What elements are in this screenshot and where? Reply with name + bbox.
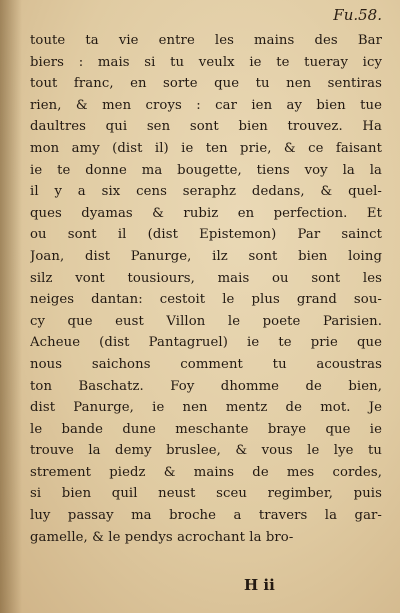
text-line: le bande dune meschante braye que ie [30,421,382,437]
text-line: biers : mais si tu veulx ie te tueray icy [30,54,382,70]
body-text [30,30,382,548]
text-line: luy passay ma broche a travers la gar- [30,508,382,524]
text-line: rien, & men croys : car ien ay bien tue [30,97,382,113]
text-line: ton Baschatz. Foy dhomme de bien, [30,378,382,394]
text-line: strement piedz & mains de mes cordes, [30,464,382,480]
text-line: ou sont il (dist Epistemon) Par sainct [30,227,382,243]
text-line: ie te donne ma bougette, tiens voy la la [30,162,382,178]
text-line: mon amy (dist il) ie ten prie, & ce faisant [30,140,382,156]
text-line: si bien quil neust sceu regimber, puis [30,486,382,502]
text-line: trouve la demy bruslee, & vous le lye tu [30,443,382,459]
text-line: Joan, dist Panurge, ilz sont bien loing [30,248,382,264]
text-line: tout franc, en sorte que tu nen sentiras [30,76,382,92]
text-line: ques dyamas & rubiz en perfection. Et [30,205,382,221]
text-line: Acheue (dist Pantagruel) ie te prie que [30,335,382,351]
text-line: cy que eust Villon le poete Parisien. [30,313,382,329]
text-line: gamelle, & le pendys acrochant la bro- [30,529,294,545]
text-line: neiges dantan: cestoit le plus grand sou- [30,292,382,308]
signature-mark: H ii [244,576,275,594]
text-line: dist Panurge, ie nen mentz de mot. Je [30,400,382,416]
text-line: toute ta vie entre les mains des Bar [30,33,382,48]
text-line: daultres qui sen sont bien trouvez. Ha [30,119,382,135]
text-line: il y a six cens seraphz dedans, & quel- [30,184,382,200]
text-line: nous saichons comment tu acoustras [30,356,382,372]
text-line: silz vont tousiours, mais ou sont les [30,270,382,286]
folio-number: Fu.58. [333,6,382,24]
